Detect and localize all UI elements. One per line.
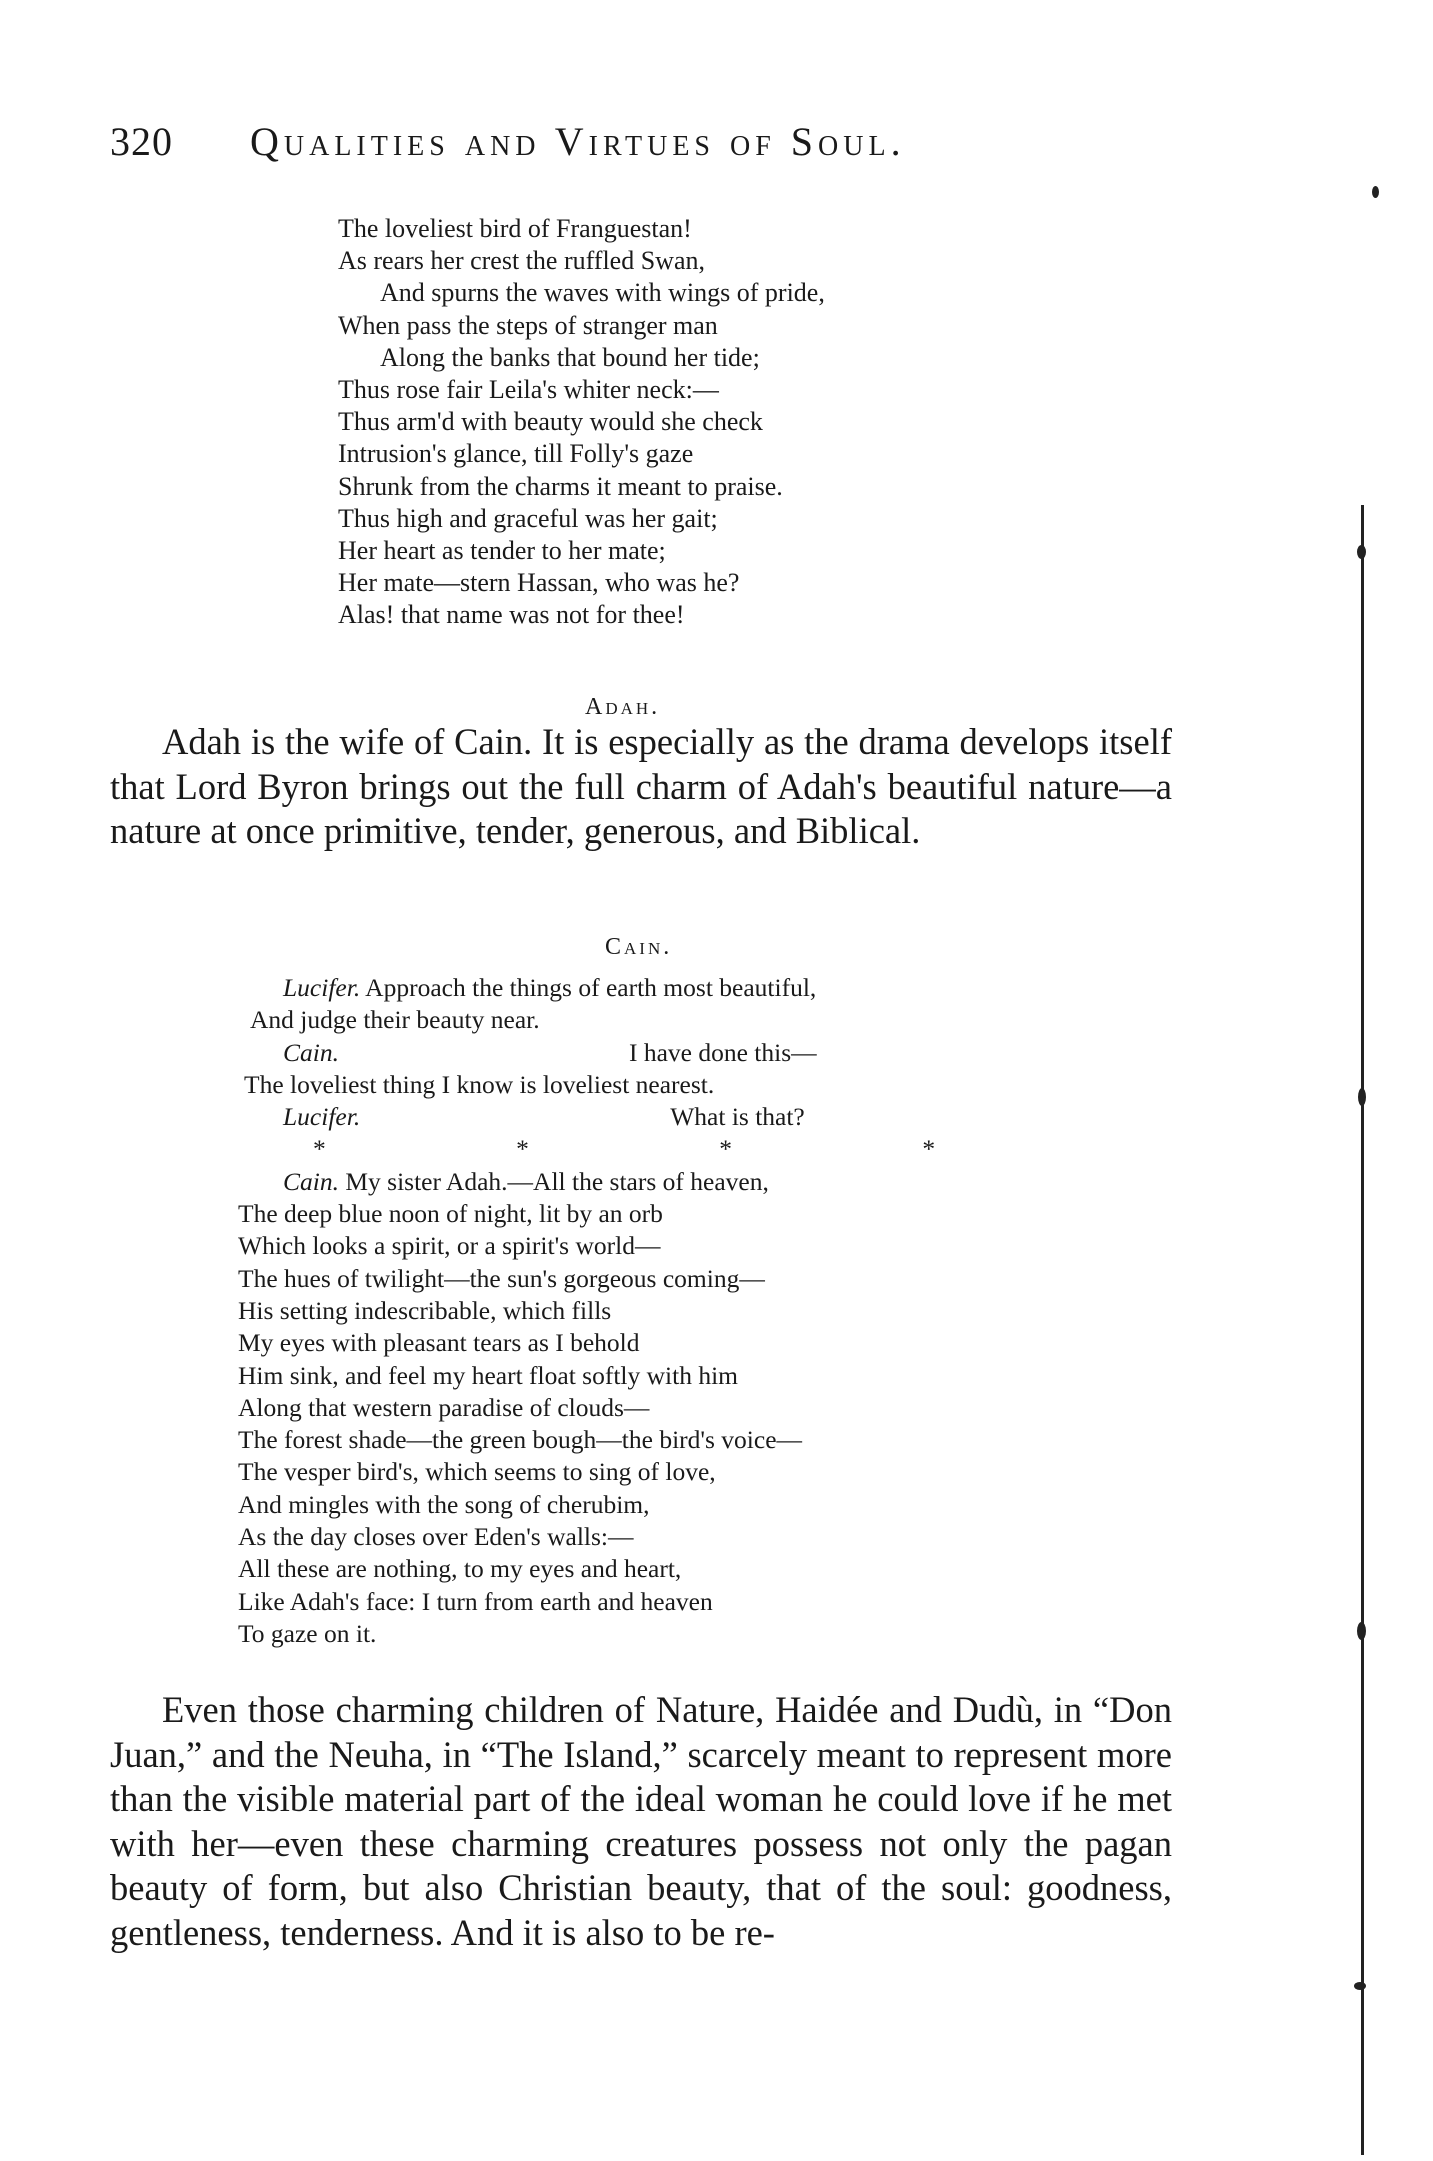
verse-line: Along the banks that bound her tide; (380, 342, 760, 372)
running-title: Qualities and Virtues of Soul. (250, 119, 906, 164)
dialogue-line: All these are nothing, to my eyes and heart, (238, 1554, 682, 1584)
ink-speck (1357, 1622, 1366, 1640)
dialogue-line: To gaze on it. (238, 1618, 377, 1648)
dialogue-text: What is that? (670, 1102, 805, 1132)
verse-line: Intrusion's glance, till Folly's gaze (338, 439, 694, 469)
verse-line: As rears her crest the ruffled Swan, (338, 246, 705, 276)
closing-paragraph: Even those charming children of Nature, Haidée and Dudù, in “Don Juan,” and the Neuha, in “The Island,” scarcely meant to represent more than the visible material part of the ideal woman he could love if he met with her—even these charming creatures possess not only the pagan beauty of form, but also Christian beauty, that of the soul: goodness, gentleness, tenderness. And it is also to be re- (110, 1689, 1172, 1953)
adah-paragraph: Adah is the wife of Cain. It is especially as the drama develops itself that Lord Byron brings out the full charm of Adah's beautiful nature—a nature at once primitive, tender, generous, and Biblical. (110, 721, 1172, 851)
dialogue-line: As the day closes over Eden's walls:— (238, 1522, 634, 1552)
dialogue-line: Him sink, and feel my heart float softly with him (238, 1360, 738, 1390)
ellipsis-stars: * * * * (313, 1134, 1028, 1164)
section-title-adah: Adah. (585, 694, 661, 720)
speaker-lucifer: Lucifer. (283, 973, 361, 1002)
verse-line: Alas! that name was not for thee! (338, 600, 685, 630)
speaker-cain: Cain. (283, 1166, 339, 1196)
dialogue-line (238, 1101, 1027, 1133)
verse-line: Her heart as tender to her mate; (338, 536, 666, 566)
dialogue-line: And judge their beauty near. (250, 1005, 540, 1035)
dialogue-line: Which looks a spirit, or a spirit's world— (238, 1231, 661, 1261)
speaker-cain: Cain. (283, 1037, 339, 1067)
speaker-lucifer: Lucifer. (283, 1102, 361, 1132)
ink-speck (1358, 1088, 1366, 1106)
dialogue-line: The deep blue noon of night, lit by an orb (238, 1199, 663, 1229)
verse-line: Thus high and graceful was her gait; (338, 503, 718, 533)
verse-giaour (338, 213, 825, 632)
dialogue-line (238, 1037, 1027, 1069)
dialogue-text: I have done this— (628, 1037, 817, 1067)
dialogue-line: The vesper bird's, which seems to sing of love, (238, 1457, 716, 1487)
verse-line: Thus arm'd with beauty would she check (338, 407, 763, 437)
ink-speck (1357, 545, 1366, 559)
verse-line: Her mate—stern Hassan, who was he? (338, 568, 740, 598)
verse-line: The loveliest bird of Franguestan! (338, 214, 692, 243)
cain-excerpt (238, 972, 1027, 1650)
verse-line: And spurns the waves with wings of pride, (380, 278, 825, 308)
dialogue-line: The hues of twilight—the sun's gorgeous coming— (238, 1263, 765, 1293)
dialogue-line: His setting indescribable, which fills (238, 1295, 612, 1325)
page-edge-line (1361, 505, 1364, 2155)
dialogue-line: The loveliest thing I know is loveliest nearest. (244, 1069, 715, 1099)
page-number: 320 (110, 119, 173, 164)
ink-speck (1372, 186, 1379, 198)
verse-line: Thus rose fair Leila's whiter neck:— (338, 375, 719, 405)
page-header (110, 118, 1170, 178)
section-title-cain: Cain. (605, 934, 673, 960)
dialogue-line: Like Adah's face: I turn from earth and heaven (238, 1586, 713, 1616)
dialogue-line: Along that western paradise of clouds— (238, 1392, 650, 1422)
verse-line: When pass the steps of stranger man (338, 310, 718, 340)
dialogue-line: The forest shade—the green bough—the bird's voice— (238, 1425, 803, 1455)
dialogue-line: And mingles with the song of cherubim, (238, 1489, 650, 1519)
dialogue-line: My eyes with pleasant tears as I behold (238, 1328, 640, 1358)
dialogue-line (238, 1166, 1027, 1198)
dialogue-text: My sister Adah.—All the stars of heaven, (338, 1166, 769, 1196)
ink-speck (1354, 1982, 1366, 1990)
dialogue-line (238, 972, 1027, 1004)
verse-line: Shrunk from the charms it meant to praise. (338, 471, 783, 501)
dialogue-text: Approach the things of earth most beautiful, (360, 973, 817, 1002)
